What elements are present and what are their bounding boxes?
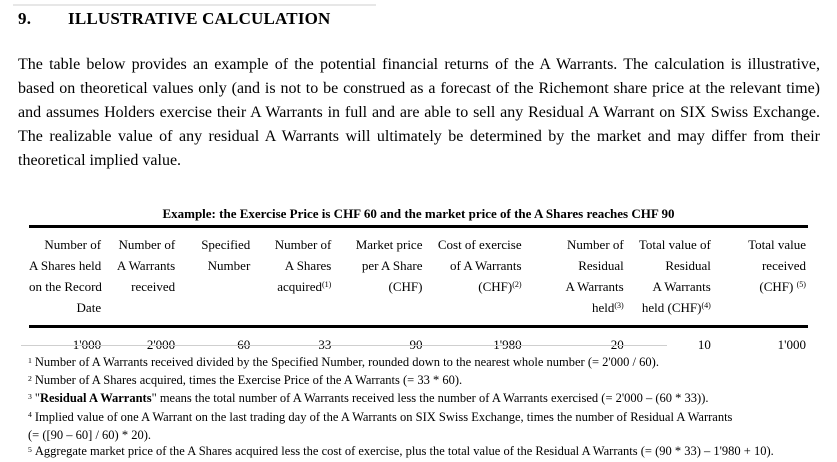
footnote-text: " [34, 391, 40, 406]
footnote-text: Implied value of one A Warrant on the last trading day of the A Warrants on SIX Swiss Exchange, times the number of Residual A Warrants [34, 409, 733, 424]
footnote-text: (= ([90 – 60] / 60) * 20). [28, 427, 151, 442]
section-title: ILLUSTRATIVE CALCULATION [68, 9, 331, 28]
section-heading [18, 9, 331, 29]
table-cell: 1'980 [493, 337, 522, 352]
footnote [28, 372, 812, 390]
table-header-cell: Number of A Shares held on the Record Date [29, 227, 103, 327]
footnote-reference: (1) [321, 280, 332, 290]
footnote-text: " means the total number of A Warrants received less the number of A Warrants exercised (= 2'000 – (60 * 33)). [151, 391, 709, 406]
footnote-number: 5 [28, 444, 32, 454]
footnote [28, 409, 812, 443]
table-cell: 1'000 [72, 337, 102, 352]
example-table-block [29, 206, 808, 363]
footnote [28, 390, 812, 408]
table-header-cell: Cost of exercise of A Warrants (CHF)$^{(2)}$ [424, 227, 523, 327]
footnote-text: Number of A Warrants received divided by the Specified Number, rounded down to the nearest whole number (= 2'000 / 60). [34, 355, 659, 369]
footnote [28, 354, 812, 372]
scan-artifact-line [13, 4, 376, 6]
footnote-number: 1 [28, 355, 32, 365]
table-cell: 33 [318, 337, 332, 352]
example-table [29, 225, 808, 363]
footnote-reference: (3) [614, 301, 624, 311]
table-header-cell: Number of A Shares acquired$^{(1)}$ [252, 227, 333, 327]
table-header-cell: Market price per A Share (CHF) [333, 227, 424, 327]
table-header-cell: Number of Residual A Warrants held$^{(3)}$ [524, 227, 626, 327]
table-header-cell: Number of A Warrants received [103, 227, 177, 327]
table-cell: 10 [697, 337, 711, 352]
table-title: Example: the Exercise Price is CHF 60 and the market price of the A Shares reaches CHF 90 [162, 206, 675, 221]
table-header-cell: Total value received (CHF) $^{(5)}$ [713, 227, 808, 327]
table-header-row [29, 227, 808, 327]
footnote-separator-line [21, 345, 667, 346]
intro-paragraph: The table below provides an example of the potential financial returns of the A Warrants. The calculation is illustrative, based on theoretical values only (and is not to be construed as a forecast of the Richemont share price at the relevant time) and assumes Holders exercise their A Warrants in full and are able to sell any Residual A Warrant on SIX Swiss Exchange. The realizable value of any residual A Warrants will ultimately be determined by the market and may differ from their theoretical implied value. [18, 56, 820, 169]
footnote-number: 4 [28, 410, 32, 420]
table-header-cell: Total value of Residual A Warrants held (CHF)$^{(4)}$ [626, 227, 713, 327]
footnote-number: 2 [28, 373, 32, 383]
footnote-text: Aggregate market price of the A Shares acquired less the cost of exercise, plus the total value of the Residual A Warrants (= (90 * 33) – 1'980 + 10). [34, 444, 774, 459]
table-cell: 60 [237, 337, 251, 352]
footnote [28, 443, 812, 461]
table-cell: 90 [409, 337, 423, 352]
table-header [29, 227, 808, 327]
table-cell: 1'000 [777, 337, 806, 352]
footnote-reference: (4) [701, 301, 711, 311]
footnotes [28, 354, 812, 461]
section-number: 9. [18, 9, 32, 28]
footnote-text: Residual A Warrants [39, 391, 152, 406]
table-cell: 20 [610, 337, 624, 352]
footnote-number: 3 [28, 391, 32, 401]
footnote-reference: (5) [796, 280, 806, 290]
footnote-reference: (2) [512, 280, 522, 290]
table-header-cell: Specified Number [177, 227, 252, 327]
footnote-text: Number of A Shares acquired, times the Exercise Price of the A Warrants (= 33 * 60). [34, 373, 463, 388]
table-cell: 2'000 [146, 337, 176, 352]
